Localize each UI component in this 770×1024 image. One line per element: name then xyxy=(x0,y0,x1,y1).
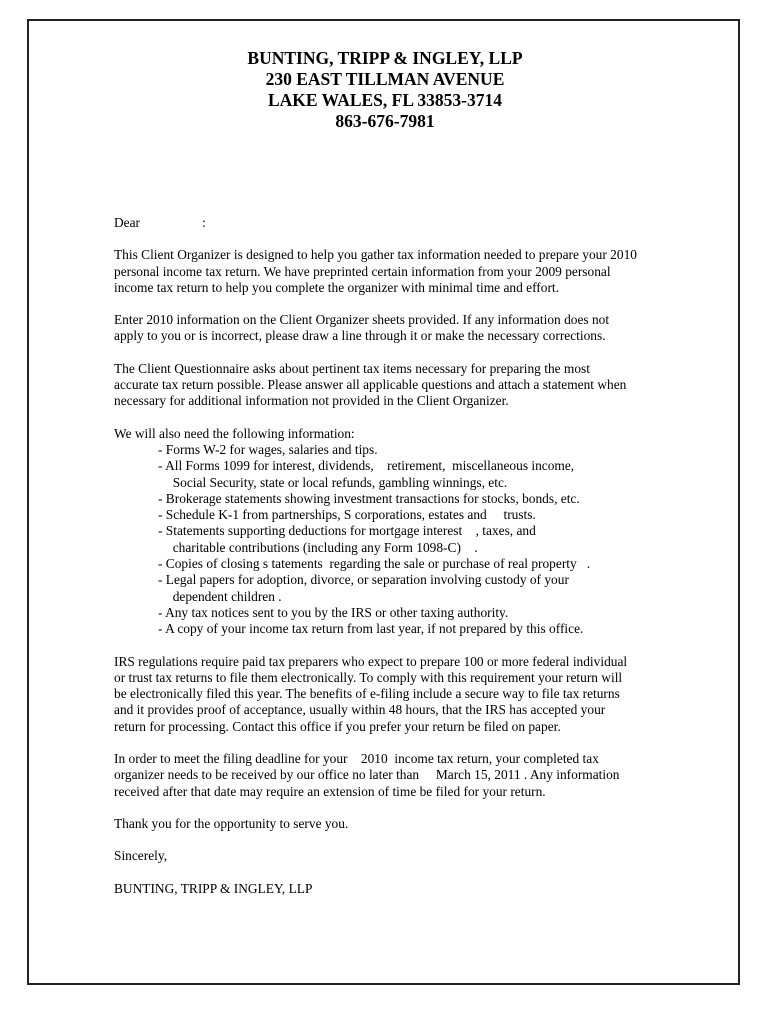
paragraph-line: received after that date may require an extension of time be filed for your return. xyxy=(114,783,546,799)
paragraph-line: personal income tax return. We have preprinted certain information from your 2009 personal xyxy=(114,263,611,279)
firm-street: 230 EAST TILLMAN AVENUE xyxy=(265,69,505,89)
list-item: - Copies of closing s tatements regarding the sale or purchase of real property . xyxy=(158,556,591,572)
signature: BUNTING, TRIPP & INGLEY, LLP xyxy=(114,880,313,896)
paragraph-list-intro: We will also need the following information: xyxy=(114,425,355,441)
list-item: Social Security, state or local refunds, gambling winnings, etc. xyxy=(166,474,508,490)
list-item: charitable contributions (including any Form 1098-C) . xyxy=(166,539,478,555)
paragraph-intro xyxy=(114,247,654,296)
firm-phone: 863-676-7981 xyxy=(335,111,435,131)
list-item: - Brokerage statements showing investment transactions for stocks, bonds, etc. xyxy=(158,490,580,506)
paragraph-line: necessary for additional information not provided in the Client Organizer. xyxy=(114,393,509,409)
firm-name: BUNTING, TRIPP & INGLEY, LLP xyxy=(247,48,523,68)
paragraph-thanks: Thank you for the opportunity to serve you. xyxy=(114,815,349,831)
paragraph-line: This Client Organizer is designed to help you gather tax information needed to prepare your 2010 xyxy=(114,247,637,263)
list-item: - A copy of your income tax return from last year, if not prepared by this office. xyxy=(158,621,584,637)
list-item: dependent children . xyxy=(166,588,282,604)
list-item: - Forms W-2 for wages, salaries and tips. xyxy=(158,441,378,457)
paragraph-line: and it provides proof of acceptance, usually within 48 hours, that the IRS has accepted your xyxy=(114,702,606,718)
paragraph-line: accurate tax return possible. Please answer all applicable questions and attach a statement when xyxy=(114,377,627,393)
list-item: - Statements supporting deductions for mortgage interest , taxes, and xyxy=(158,523,536,539)
paragraph-line: income tax return to help you complete the organizer with minimal time and effort. xyxy=(114,279,559,295)
letterhead xyxy=(0,48,770,132)
list-item: - Any tax notices sent to you by the IRS or other taxing authority. xyxy=(158,604,509,620)
paragraph-line: The Client Questionnaire asks about pertinent tax items necessary for preparing the most xyxy=(114,360,590,376)
paragraph-line: IRS regulations require paid tax preparers who expect to prepare 100 or more federal individual xyxy=(114,653,628,669)
paragraph-efiling xyxy=(114,654,654,735)
paragraph-enter-info xyxy=(114,312,654,345)
salutation-colon: : xyxy=(202,215,206,230)
list-item: - All Forms 1099 for interest, dividends, retirement, miscellaneous income, xyxy=(158,458,575,474)
paragraph-line: In order to meet the filing deadline for your 2010 income tax return, your completed tax xyxy=(114,751,599,767)
salutation xyxy=(114,215,654,231)
paragraph-line: Enter 2010 information on the Client Organizer sheets provided. If any information does not xyxy=(114,312,610,328)
paragraph-line: apply to you or is incorrect, please draw a line through it or make the necessary corrections. xyxy=(114,328,606,344)
paragraph-deadline xyxy=(114,751,654,800)
paragraph-line: return for processing. Contact this office if you prefer your return be filed on paper. xyxy=(114,718,561,734)
list-item: - Schedule K-1 from partnerships, S corporations, estates and trusts. xyxy=(158,507,536,523)
letter-body xyxy=(114,215,654,897)
paragraph-line: be electronically filed this year. The benefits of e-filing include a secure way to file tax returns xyxy=(114,686,620,702)
closing: Sincerely, xyxy=(114,848,168,864)
paragraph-questionnaire xyxy=(114,361,654,410)
firm-city: LAKE WALES, FL 33853-3714 xyxy=(267,90,503,110)
paragraph-line: or trust tax returns to file them electronically. To comply with this requirement your return will xyxy=(114,669,623,685)
salutation-dear: Dear xyxy=(114,215,141,230)
list-item: - Legal papers for adoption, divorce, or separation involving custody of your xyxy=(158,572,569,588)
required-documents-list xyxy=(158,442,654,638)
paragraph-line: organizer needs to be received by our office no later than March 15, 2011 . Any information xyxy=(114,767,620,783)
